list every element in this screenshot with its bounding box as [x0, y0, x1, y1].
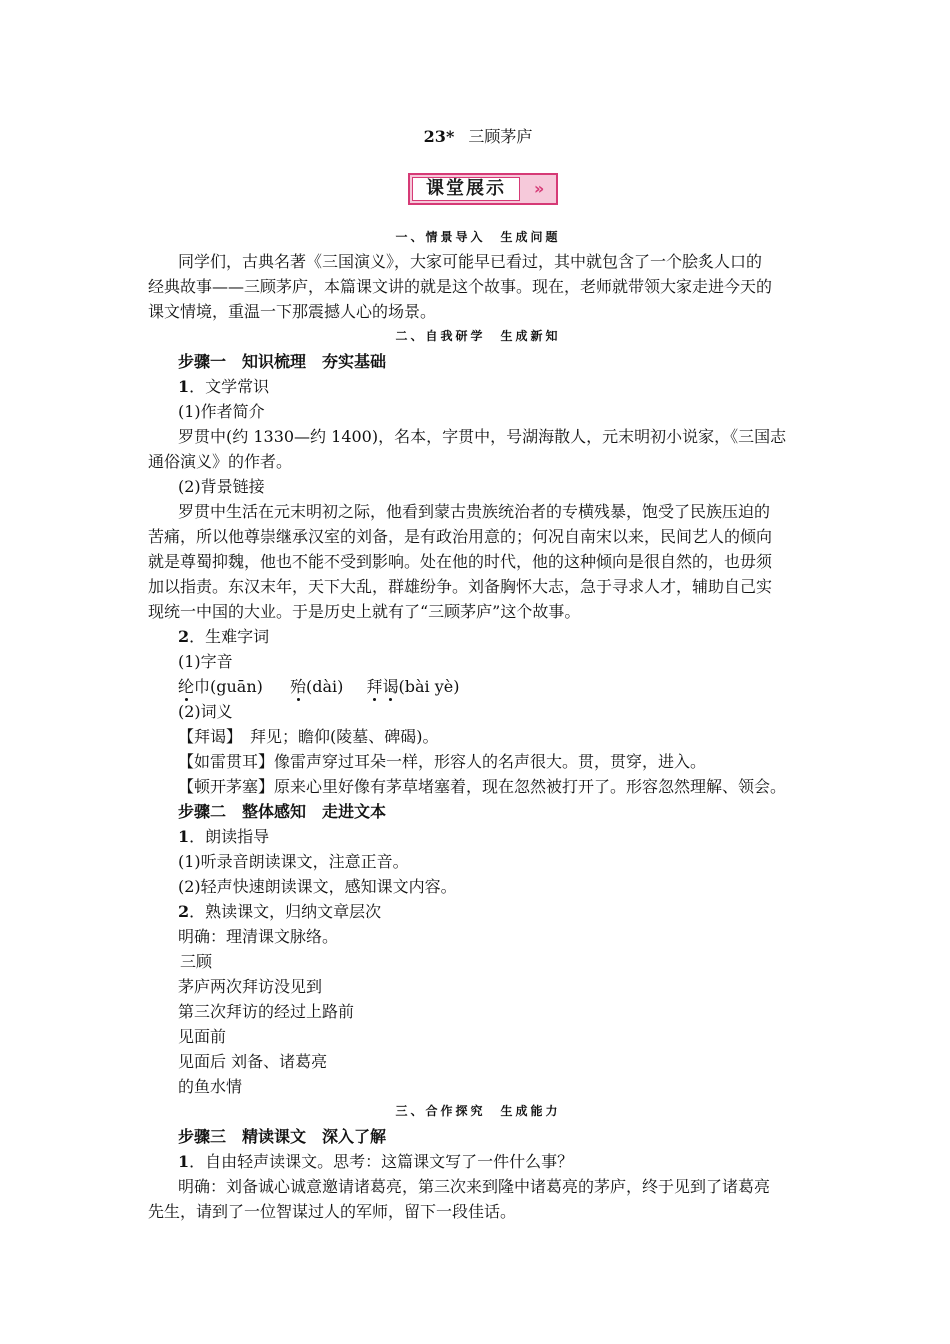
item-number: 2 — [178, 902, 190, 921]
lesson-number: 23* — [423, 127, 455, 146]
step3-answer-line-1: 明确：刘备诚心诚意邀请诸葛亮，第三次来到隆中诸葛亮的茅庐，终于见到了诸葛亮 — [178, 1177, 771, 1196]
read-instruction-2: (2)轻声快速朗读课文，感知课文内容。 — [178, 877, 457, 896]
lesson-title — [148, 124, 808, 150]
lesson-name: 三顾茅庐 — [468, 127, 533, 146]
step3-heading: 步骤三 精读课文 深入了解 — [178, 1127, 387, 1146]
item-text: ．自由轻声读课文。思考：这篇课文写了一件什么事？ — [189, 1152, 574, 1171]
structure-line-3: 第三次拜访的经过上路前 — [178, 1002, 355, 1021]
structure-line-5: 见面后 刘备、诸葛亮 — [178, 1052, 328, 1071]
background-line-2: 苦痛，所以他尊崇继承汉室的刘备，是有政治用意的；何况自南宋以来，民间艺人的倾向 — [148, 527, 773, 546]
step3-answer-line-2: 先生，请到了一位智谋过人的军师，留下一段佳话。 — [148, 1202, 517, 1221]
step2-answer: 明确：理清课文脉络。 — [178, 927, 339, 946]
item-number: 2 — [178, 627, 190, 646]
step2-heading: 步骤二 整体感知 走进文本 — [178, 802, 387, 821]
pronunciation-heading: (1)字音 — [178, 652, 233, 671]
item-text: ．生难字词 — [189, 627, 270, 646]
meaning-heading: (2)词义 — [178, 702, 233, 721]
step1-item1 — [178, 374, 808, 399]
item-text: ．文学常识 — [189, 377, 270, 396]
meaning-item-2: 【如雷贯耳】像雷声穿过耳朵一样，形容人的名声很大。贯，贯穿，进入。 — [178, 752, 707, 771]
section-heading-2: 二、自我研学 生成新知 — [395, 329, 561, 343]
intro-line-3: 课文情境，重温一下那震撼人心的场景。 — [148, 302, 437, 321]
structure-line-1: 三顾 — [180, 952, 213, 971]
structure-line-6: 的鱼水情 — [178, 1077, 243, 1096]
meaning-item-3: 【顿开茅塞】原来心里好像有茅草堵塞着，现在忽然被打开了。形容忽然理解、领会。 — [178, 777, 787, 796]
section-heading-1: 一、情景导入 生成问题 — [395, 230, 561, 244]
pron-word-3: 拜谒(bài yè) — [366, 677, 460, 696]
structure-line-2: 茅庐两次拜访没见到 — [178, 977, 323, 996]
author-line-1: 罗贯中(约 1330—约 1400)，名本，字贯中，号湖海散人，元末明初小说家，《三国志 — [178, 427, 787, 446]
item-number: 1 — [178, 377, 190, 396]
pron-word-2: 殆(dài) — [290, 677, 344, 696]
background-line-5: 现统一中国的大业。于是历史上就有了“三顾茅庐”这个故事。 — [148, 602, 581, 621]
dotted-char: 殆 — [290, 677, 307, 696]
step1-heading: 步骤一 知识梳理 夯实基础 — [178, 352, 387, 371]
classroom-display-banner — [408, 173, 558, 205]
meaning-item-1: 【拜谒】 拜见；瞻仰(陵墓、碑碣)。 — [178, 727, 439, 746]
dotted-char: 纶 — [178, 677, 195, 696]
step1-item2 — [178, 624, 808, 649]
item-text: ．熟读课文，归纳文章层次 — [189, 902, 382, 921]
step3-item1 — [178, 1149, 808, 1174]
dotted-char: 拜 — [366, 677, 383, 696]
item-number: 1 — [178, 827, 190, 846]
structure-line-4: 见面前 — [178, 1027, 227, 1046]
pronunciation-list — [178, 674, 808, 699]
author-line-2: 通俗演义》的作者。 — [148, 452, 293, 471]
pron-word-1: 纶巾(guān) — [178, 677, 263, 696]
intro-line-2: 经典故事——三顾茅庐，本篇课文讲的就是这个故事。现在，老师就带领大家走进今天的 — [148, 277, 773, 296]
author-heading: (1)作者简介 — [178, 402, 265, 421]
background-heading: (2)背景链接 — [178, 477, 265, 496]
item-number: 1 — [178, 1152, 190, 1171]
background-line-1: 罗贯中生活在元末明初之际，他看到蒙古贵族统治者的专横残暴，饱受了民族压迫的 — [178, 502, 771, 521]
banner-label: 课堂展示 — [412, 177, 520, 201]
intro-line-1: 同学们，古典名著《三国演义》，大家可能早已看过，其中就包含了一个脍炙人口的 — [178, 252, 763, 271]
section-heading-3: 三、合作探究 生成能力 — [395, 1104, 561, 1118]
background-line-4: 加以指责。东汉末年，天下大乱，群雄纷争。刘备胸怀大志，急于寻求人才，辅助自己实 — [148, 577, 773, 596]
dotted-char: 谒 — [382, 677, 399, 696]
read-instruction-1: (1)听录音朗读课文，注意正音。 — [178, 852, 409, 871]
step2-item2 — [178, 899, 808, 924]
step2-item1 — [178, 824, 808, 849]
background-line-3: 就是尊蜀抑魏，他也不能不受到影响。处在他的时代，他的这种倾向是很自然的，也毋须 — [148, 552, 773, 571]
double-arrow-icon: » — [534, 179, 545, 198]
item-text: ．朗读指导 — [189, 827, 270, 846]
